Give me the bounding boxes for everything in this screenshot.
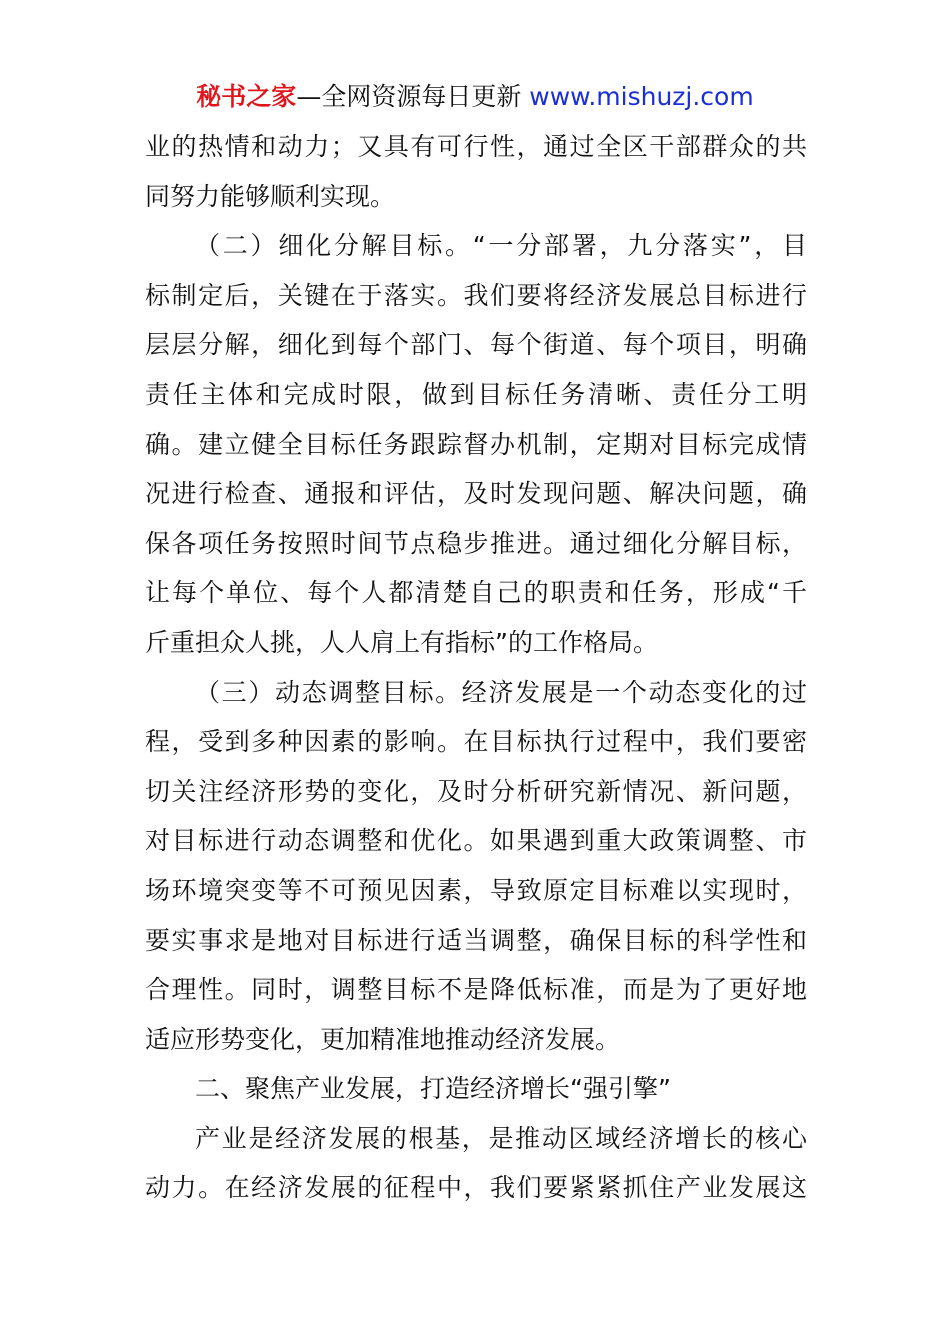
- brand-name: 秘书之家: [196, 82, 297, 111]
- text-line: 切关注经济形势的变化，及时分析研究新情况、新问题，: [145, 776, 807, 806]
- text-line: 产业是经济发展的根基，是推动区域经济增长的核心: [195, 1123, 807, 1153]
- text-line: 合理性。同时，调整目标不是降低标准，而是为了更好地: [145, 975, 807, 1005]
- header-tagline: —全网资源每日更新: [296, 82, 522, 111]
- text-line: 标制定后，关键在于落实。我们要将经济发展总目标进行: [145, 280, 807, 310]
- text-line: （三）动态调整目标。经济发展是一个动态变化的过: [195, 677, 807, 707]
- text-line: 况进行检查、通报和评估，及时发现问题、解决问题，确: [145, 479, 807, 509]
- site-url-link[interactable]: www.mishuzj.com: [529, 82, 754, 111]
- text-line: 动力。在经济发展的征程中，我们要紧紧抓住产业发展这: [145, 1173, 807, 1203]
- text-line: 业的热情和动力；又具有可行性，通过全区干部群众的共: [145, 132, 807, 161]
- text-line: 适应形势变化，更加精准地推动经济发展。: [145, 1024, 621, 1054]
- text-line: （二）细化分解目标。“一分部署，九分落实”，目: [195, 231, 807, 261]
- text-line: 程，受到多种因素的影响。在目标执行过程中，我们要密: [145, 727, 807, 757]
- text-line: 二、聚焦产业发展，打造经济增长“强引擎”: [195, 1074, 671, 1104]
- text-line: 场环境突变等不可预见因素，导致原定目标难以实现时，: [145, 875, 807, 905]
- text-line: 同努力能够顺利实现。: [145, 181, 396, 211]
- document-body: [145, 122, 807, 1213]
- text-line: 保各项任务按照时间节点稳步推进。通过细化分解目标，: [145, 528, 807, 558]
- text-line: 对目标进行动态调整和优化。如果遇到重大政策调整、市: [145, 826, 807, 856]
- text-line: 让每个单位、每个人都清楚自己的职责和任务，形成“千: [145, 578, 807, 608]
- text-line: 层层分解，细化到每个部门、每个街道、每个项目，明确: [145, 330, 807, 360]
- page-header: [0, 80, 950, 114]
- text-line: 责任主体和完成时限，做到目标任务清晰、责任分工明: [145, 379, 807, 409]
- text-line: 确。建立健全目标任务跟踪督办机制，定期对目标完成情: [145, 429, 807, 459]
- text-line: 要实事求是地对目标进行适当调整，确保目标的科学性和: [145, 925, 807, 955]
- text-line: 斤重担众人挑，人人肩上有指标”的工作格局。: [145, 627, 658, 657]
